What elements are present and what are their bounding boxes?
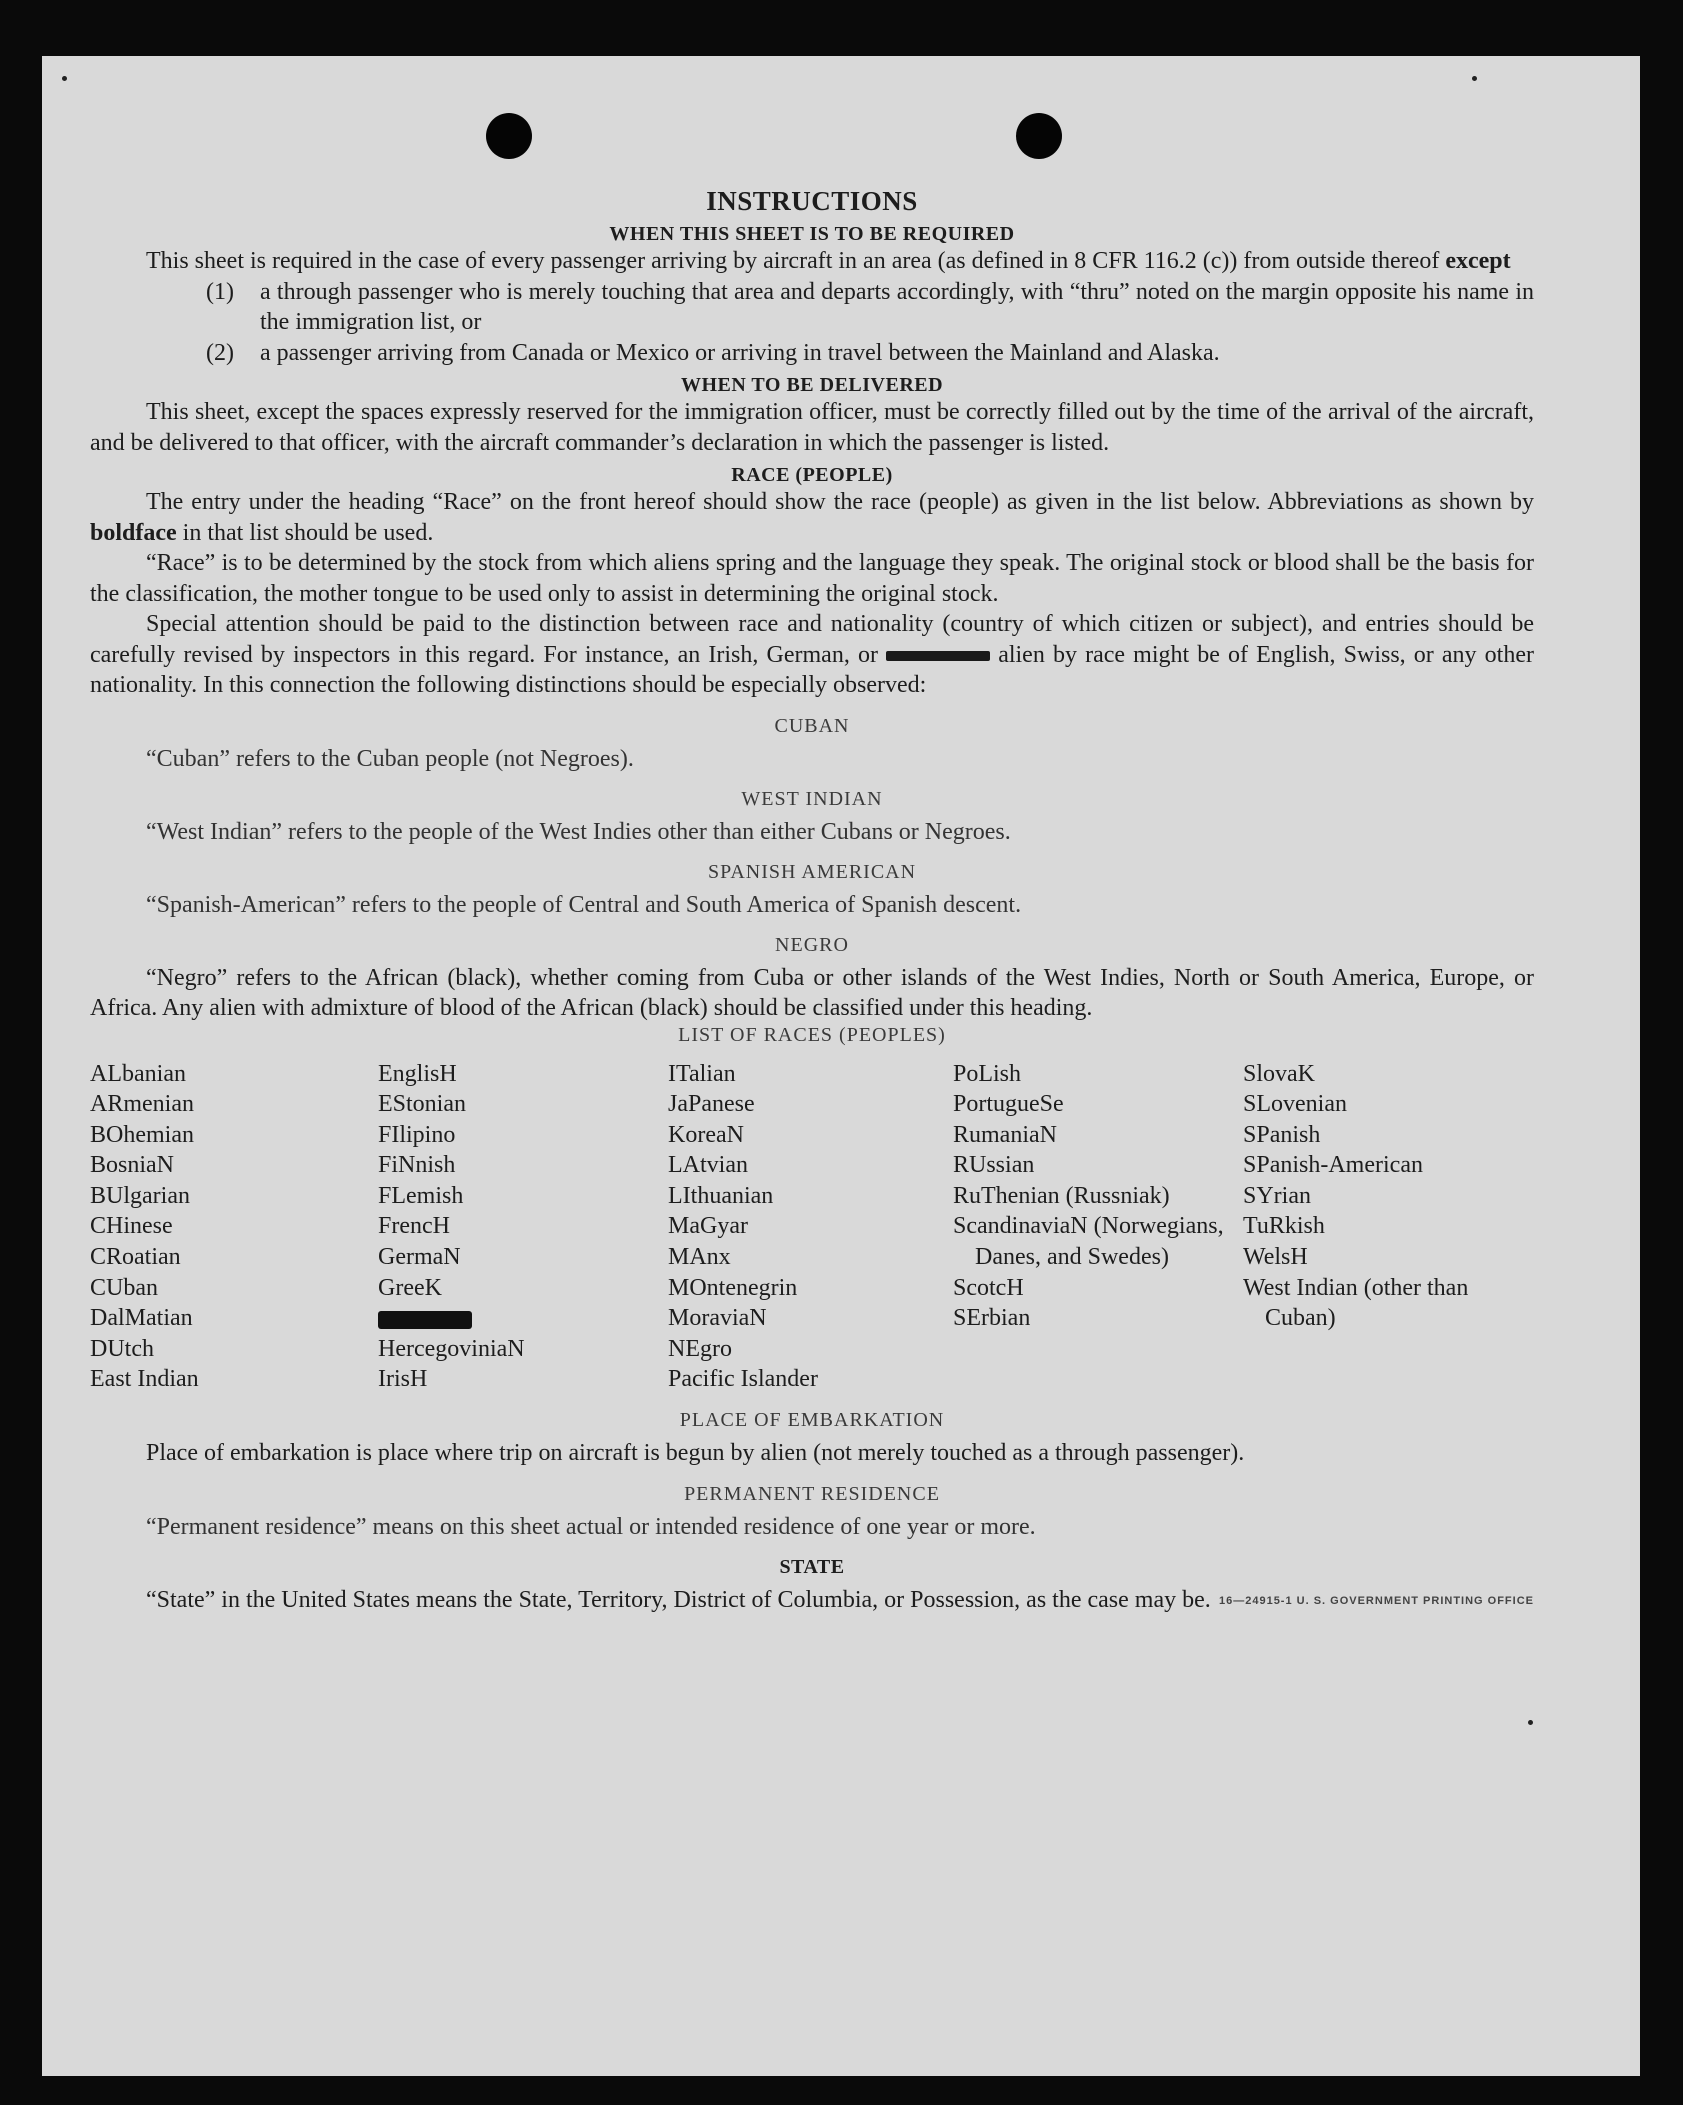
- races-list: [90, 1059, 1534, 1396]
- exception-item-1: (1) a through passenger who is merely touching that area and departs accordingly, with “thru” noted on the margin opposite his name in the immigration list, or: [206, 278, 1534, 335]
- embarkation-text: Place of embarkation is place where trip on aircraft is begun by alien (not merely touched as a through passenger).: [146, 1440, 1245, 1467]
- document-sheet: [42, 56, 1640, 2076]
- redaction-mark: [378, 1311, 472, 1329]
- race-item: SPanish-American: [1243, 1152, 1423, 1179]
- race-item: ITalian: [668, 1060, 736, 1087]
- heading-state: STATE: [779, 1555, 845, 1578]
- race-item: ARmenian: [90, 1091, 194, 1118]
- race-item-redacted: [378, 1303, 668, 1334]
- speck: [1472, 76, 1477, 81]
- cuban-text: “Cuban” refers to the Cuban people (not Negroes).: [146, 745, 634, 772]
- race-item: West Indian (other than Cuban): [1243, 1274, 1469, 1332]
- heading-embarkation: PLACE OF EMBARKATION: [679, 1409, 945, 1432]
- speck: [62, 76, 67, 81]
- race-item: EStonian: [378, 1091, 466, 1118]
- race-item: PortugueSe: [953, 1091, 1064, 1118]
- punch-hole-left: [486, 113, 532, 159]
- race-item: GermaN: [378, 1244, 461, 1271]
- residence-text: “Permanent residence” means on this sheet actual or intended residence of one year or more.: [146, 1513, 1036, 1540]
- instructions-content: [90, 186, 1534, 1613]
- heading-spanish-american: SPANISH AMERICAN: [707, 860, 917, 883]
- speck: [1528, 1720, 1533, 1725]
- race-item: JaPanese: [668, 1091, 755, 1118]
- race-item: MoraviaN: [668, 1305, 767, 1332]
- exception-item-2: (2) a passenger arriving from Canada or Mexico or arriving in travel between the Mainland and Alaska.: [206, 339, 1220, 366]
- negro-text: “Negro” refers to the African (black), whether coming from Cuba or other islands of the West Indies, North or South America, Europe, or Africa. Any alien with admixture of blood of the African (black) should be classified under this heading.: [90, 964, 1534, 1021]
- race-item: IrisH: [378, 1366, 428, 1393]
- race-item: NEgro: [668, 1335, 732, 1362]
- race-item: SLovenian: [1243, 1091, 1347, 1118]
- printing-office-code: 16—24915-1 U. S. GOVERNMENT PRINTING OFFICE: [1218, 1595, 1534, 1608]
- race-item: FIlipino: [378, 1121, 456, 1148]
- page-title: INSTRUCTIONS: [706, 186, 918, 216]
- race-item: EnglisH: [378, 1060, 457, 1087]
- race-item: PoLish: [953, 1060, 1022, 1087]
- race-item: FLemish: [378, 1182, 464, 1209]
- race-paragraph-1: The entry under the heading “Race” on the front hereof should show the race (people) as given in the list below. Abbreviations as shown by boldface in that list should be used.: [90, 489, 1534, 546]
- races-column-3: [668, 1059, 953, 1396]
- heading-list-of-races: LIST OF RACES (PEOPLES): [678, 1023, 946, 1046]
- race-paragraph-3: Special attention should be paid to the distinction between race and nationality (country of which citizen or subject), and entries should be carefully revised by inspectors in this regard. For instance, an Irish, German, or alien by race might be of English, Swiss, or any other nationality. In this connection the following distinctions should be especially observed:: [90, 611, 1534, 698]
- race-item: LAtvian: [668, 1152, 748, 1179]
- race-item: SYrian: [1243, 1182, 1311, 1209]
- race-item: East Indian: [90, 1366, 199, 1393]
- race-item: CRoatian: [90, 1244, 181, 1271]
- race-item: BosniaN: [90, 1152, 174, 1179]
- redaction-mark: [886, 651, 990, 661]
- race-item: Pacific Islander: [668, 1366, 818, 1393]
- required-intro: This sheet is required in the case of every passenger arriving by aircraft in an area (as defined in 8 CFR 116.2 (c)) from outside thereof except: [146, 248, 1511, 274]
- race-item: FiNnish: [378, 1152, 456, 1179]
- race-item: LIthuanian: [668, 1182, 774, 1209]
- race-item: RuThenian (Russniak): [953, 1182, 1170, 1209]
- race-paragraph-2: “Race” is to be determined by the stock from which aliens spring and the language they speak. The original stock or blood shall be the basis for the classification, the mother tongue to be used only to assist in determining the original stock.: [90, 550, 1534, 607]
- west-indian-text: “West Indian” refers to the people of the West Indies other than either Cubans or Negroes.: [146, 818, 1011, 845]
- race-item: RumaniaN: [953, 1121, 1057, 1148]
- race-item: GreeK: [378, 1274, 442, 1301]
- race-item: BUlgarian: [90, 1182, 190, 1209]
- heading-permanent-residence: PERMANENT RESIDENCE: [684, 1482, 940, 1505]
- race-item: BOhemian: [90, 1121, 194, 1148]
- race-item: ScandinaviaN (Norwegians, Danes, and Swedes): [953, 1213, 1224, 1271]
- heading-when-required: WHEN THIS SHEET IS TO BE REQUIRED: [609, 223, 1015, 245]
- race-item: FrencH: [378, 1213, 450, 1240]
- heading-west-indian: WEST INDIAN: [741, 787, 883, 810]
- race-item: SErbian: [953, 1305, 1031, 1332]
- race-item: MaGyar: [668, 1213, 748, 1240]
- heading-race: RACE (PEOPLE): [731, 464, 893, 486]
- heading-when-delivered: WHEN TO BE DELIVERED: [680, 374, 944, 396]
- races-column-1: [90, 1059, 378, 1396]
- races-column-5: [1243, 1059, 1534, 1396]
- race-item: DalMatian: [90, 1305, 193, 1332]
- race-item: KoreaN: [668, 1121, 744, 1148]
- race-item: MOntenegrin: [668, 1274, 798, 1301]
- race-item: CHinese: [90, 1213, 173, 1240]
- state-text: “State” in the United States means the State, Territory, District of Columbia, or Possession, as the case may be.: [146, 1586, 1211, 1613]
- race-item: SlovaK: [1243, 1060, 1315, 1087]
- race-item: ScotcH: [953, 1274, 1024, 1301]
- race-item: WelsH: [1243, 1244, 1308, 1271]
- race-item: TuRkish: [1243, 1213, 1325, 1240]
- race-item: DUtch: [90, 1335, 154, 1362]
- races-column-4: [953, 1059, 1243, 1396]
- race-item: HercegoviniaN: [378, 1335, 525, 1362]
- delivered-text: This sheet, except the spaces expressly reserved for the immigration officer, must be correctly filled out by the time of the arrival of the aircraft, and be delivered to that officer, with the aircraft commander’s declaration in which the passenger is listed.: [90, 399, 1534, 456]
- race-item: SPanish: [1243, 1121, 1321, 1148]
- spanish-american-text: “Spanish-American” refers to the people of Central and South America of Spanish descent.: [146, 891, 1022, 918]
- race-item: MAnx: [668, 1244, 731, 1271]
- race-item: ALbanian: [90, 1060, 186, 1087]
- race-item: CUban: [90, 1274, 158, 1301]
- race-item: RUssian: [953, 1152, 1035, 1179]
- races-column-2: [378, 1059, 668, 1396]
- punch-hole-right: [1016, 113, 1062, 159]
- heading-negro: NEGRO: [775, 933, 849, 956]
- heading-cuban: CUBAN: [774, 714, 850, 737]
